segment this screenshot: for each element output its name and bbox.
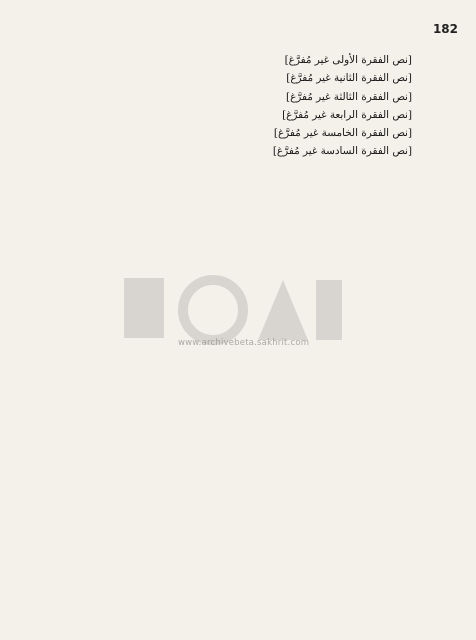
paragraph-4: [نص الفقرة الرابعة غير مُفرَّغ] (282, 108, 412, 121)
paragraph-1: [نص الفقرة الأولى غير مُفرَّغ] (284, 54, 412, 66)
watermark-url: www.archivebeta.sakhrit.com (178, 338, 310, 348)
paragraph-5: [نص الفقرة الخامسة غير مُفرَّغ] (273, 127, 412, 140)
paragraph-2: [نص الفقرة الثانية غير مُفرَّغ] (286, 72, 412, 85)
article-body (52, 52, 426, 161)
page-number: 182 (432, 22, 458, 36)
paragraph-6: [نص الفقرة السادسة غير مُفرَّغ] (272, 145, 412, 158)
archive-logo-watermark (118, 268, 348, 388)
paragraph-3: [نص الفقرة الثالثة غير مُفرَّغ] (286, 90, 412, 103)
